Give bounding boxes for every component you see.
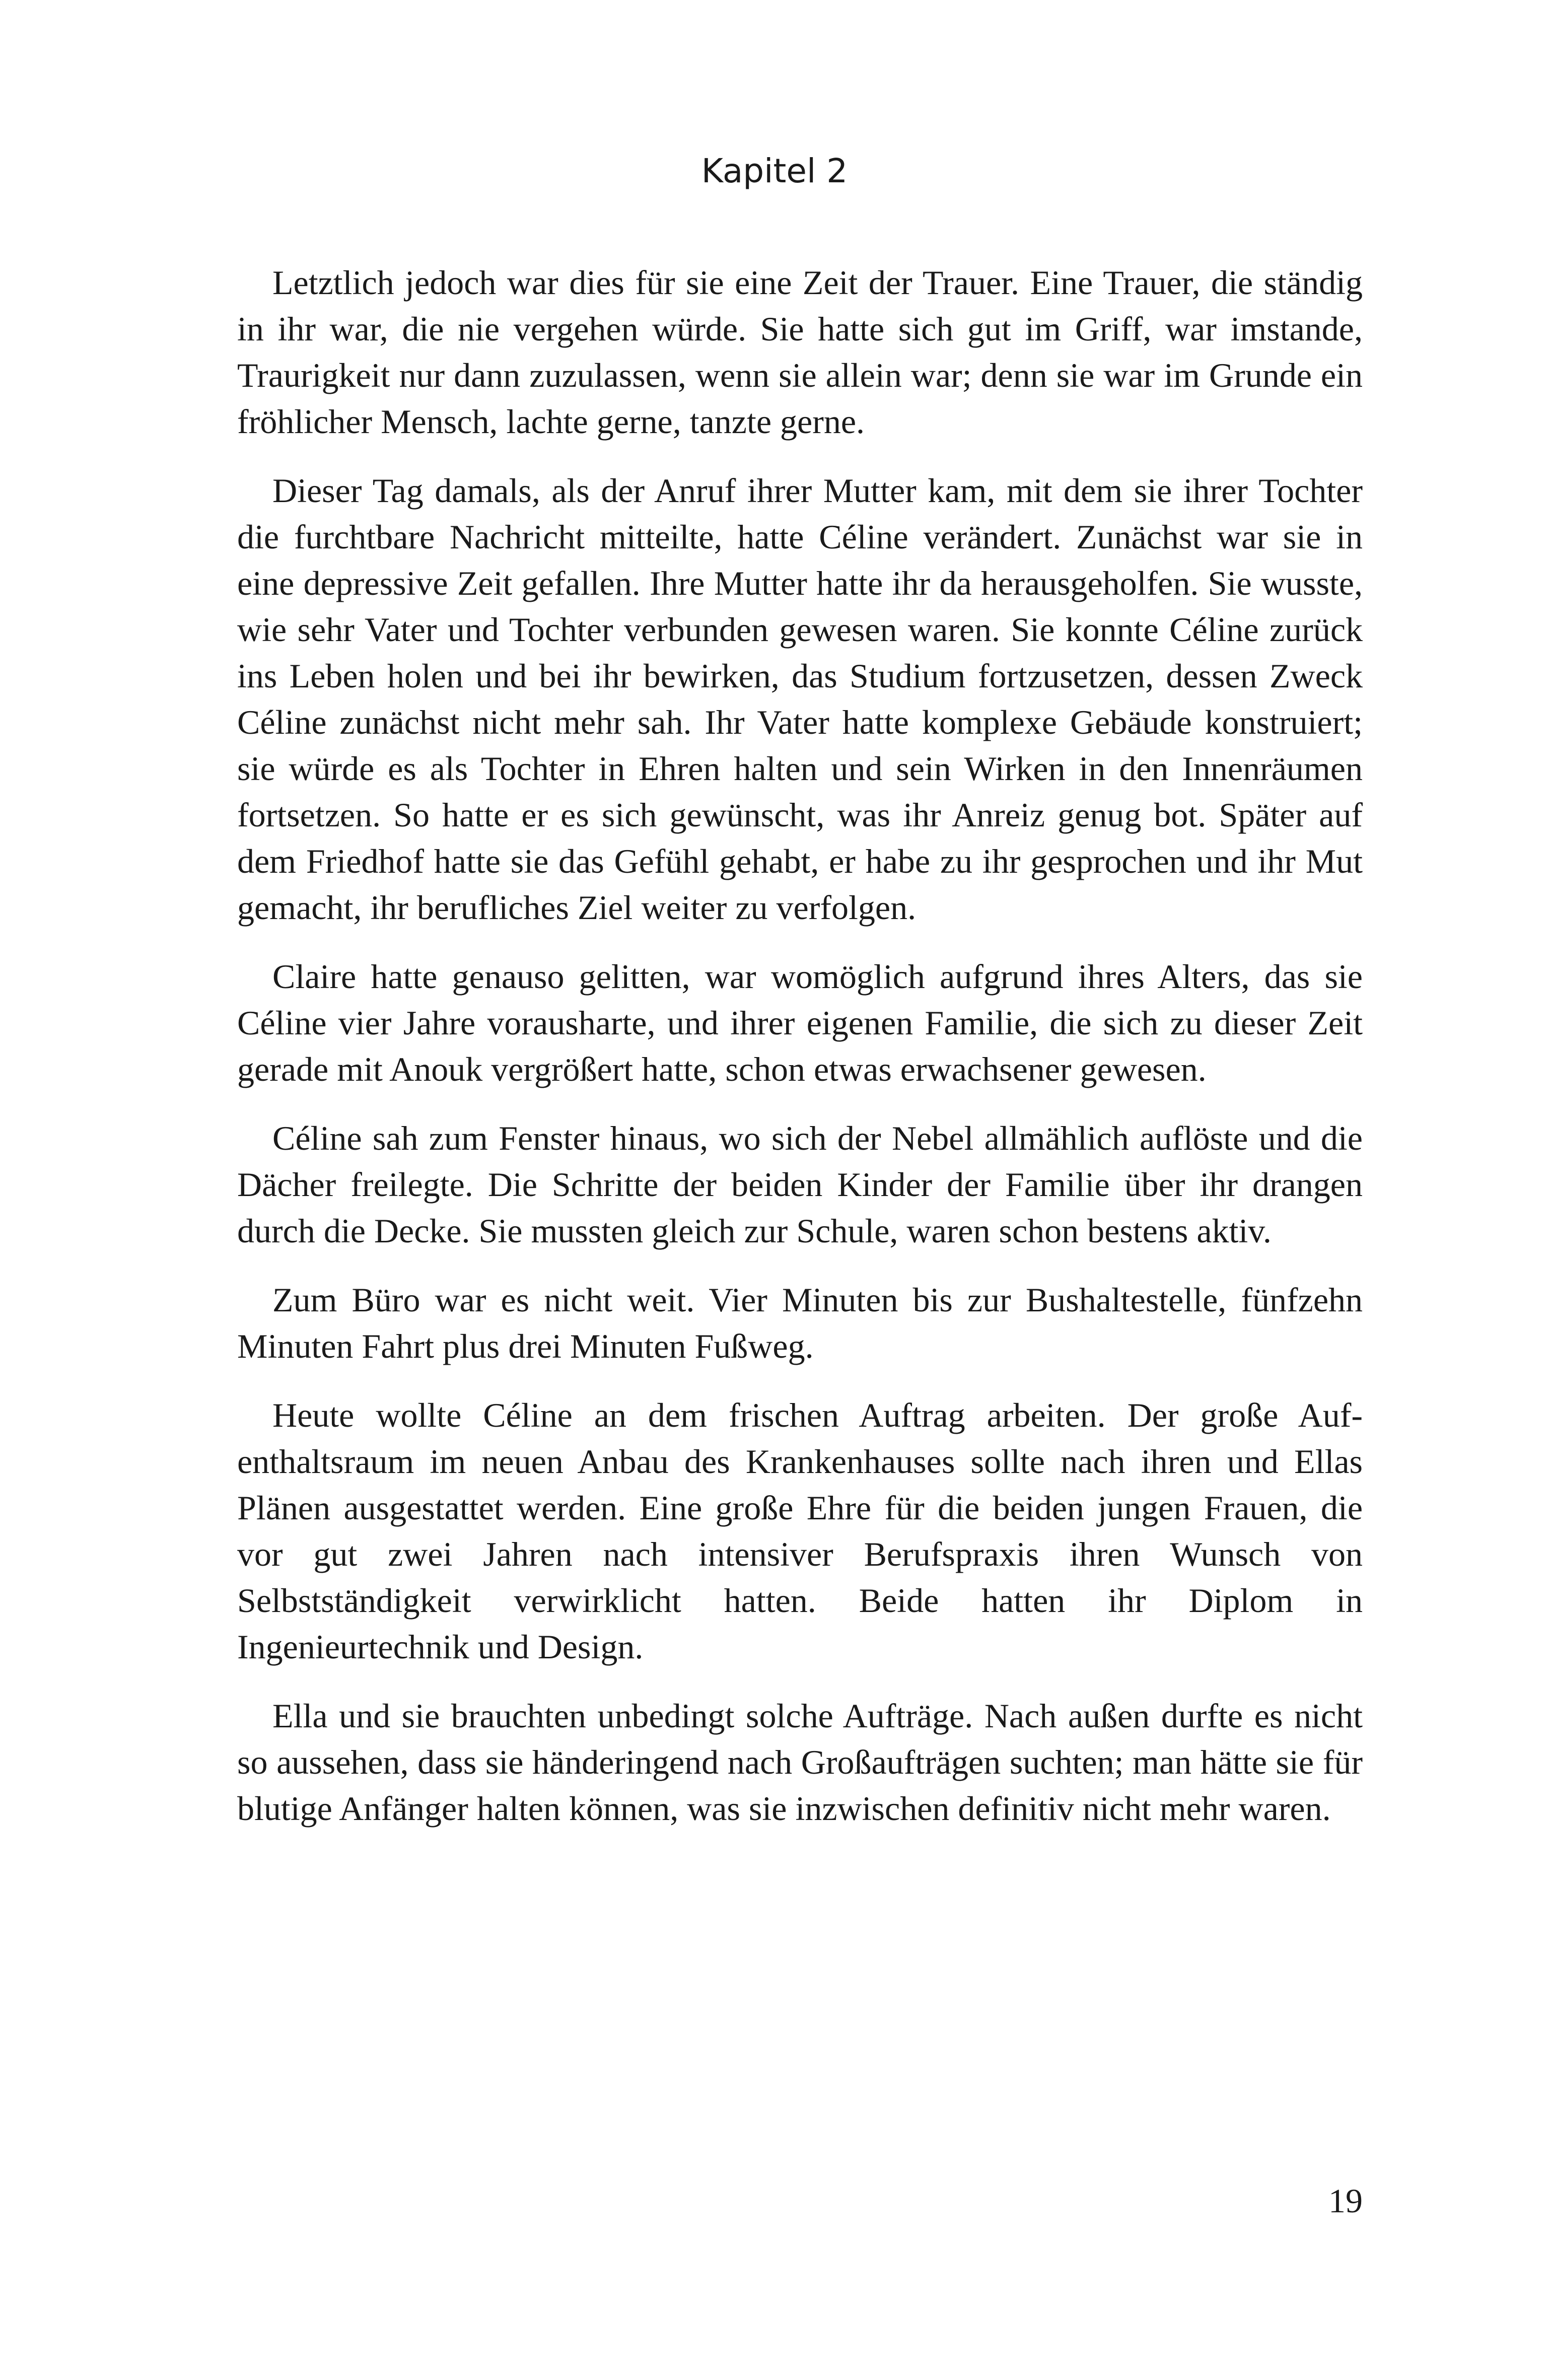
- paragraph: Céline sah zum Fenster hinaus, wo sich der Nebel allmählich auflöste und die Dächer freilegte. Die Schritte der beiden Kinder der Familie über ihr drangen durch die Decke. Sie mussten gleich zur Schule, waren schon bestens aktiv.: [237, 1119, 1363, 1250]
- paragraph: Ella und sie brauchten unbedingt solche Aufträge. Nach außen durfte es nicht so aussehen, dass sie händeringend nach Großaufträgen suchten; man hätte sie für blutige Anfänger halten können, was sie inzwischen definitiv nicht mehr waren.: [237, 1697, 1363, 1828]
- chapter-body: [237, 259, 1363, 1854]
- paragraph: Heute wollte Céline an dem frischen Auftrag arbeiten. Der große Aufenthaltsraum im neuen Anbau des Krankenhauses sollte nach ihren und Ellas Plänen ausgestattet werden. Eine große Ehre für die beiden jungen Frauen, die vor gut zwei Jahren nach intensiver Berufspraxis ihren Wunsch von Selbstständigkeit verwirklicht hatten. Beide hatten ihr Diplom in Ingenieurtechnik und Design.: [237, 1396, 1363, 1666]
- paragraph: Claire hatte genauso gelitten, war womöglich aufgrund ihres Alters, das sie Céline vier Jahre vorausharte, und ihrer eigenen Familie, die sich zu dieser Zeit gerade mit Anouk vergrößert hatte, schon etwas erwachsener gewesen.: [237, 957, 1363, 1088]
- paragraph: Letztlich jedoch war dies für sie eine Zeit der Trauer. Eine Trauer, die ständig in ihr war, die nie vergehen würde. Sie hatte sich gut im Griff, war imstande, Traurigkeit nur dann zuzulassen, wenn sie allein war; denn sie war im Grunde ein fröhlicher Mensch, lachte gerne, tanzte gerne.: [237, 263, 1363, 441]
- page-number: 19: [1328, 2182, 1363, 2220]
- paragraph: Dieser Tag damals, als der Anruf ihrer Mutter kam, mit dem sie ihrer Tochter die furchtbare Nachricht mitteilte, hatte Céline verändert. Zunächst war sie in eine depressive Zeit gefallen. Ihre Mutter hatte ihr da herausgeholfen. Sie wusste, wie sehr Vater und Tochter verbunden gewesen waren. Sie konnte Céline zurück ins Leben holen und bei ihr bewirken, das Studium fortzusetzen, dessen Zweck Céline zunächst nicht mehr sah. Ihr Vater hatte komplexe Gebäude konstruiert; sie würde es als Tochter in Ehren halten und sein Wirken in den Innenräumen fortsetzen. So hatte er es sich gewünscht, was ihr Anreiz genug bot. Später auf dem Friedhof hatte sie das Gefühl gehabt, er habe zu ihr gesprochen und ihr Mut gemacht, ihr berufliches Ziel weiter zu verfolgen.: [237, 471, 1363, 927]
- chapter-title: Kapitel 2: [701, 152, 848, 190]
- paragraph: Zum Büro war es nicht weit. Vier Minuten bis zur Bushaltestelle, fünfzehn Minuten Fahrt plus drei Minuten Fußweg.: [237, 1281, 1363, 1365]
